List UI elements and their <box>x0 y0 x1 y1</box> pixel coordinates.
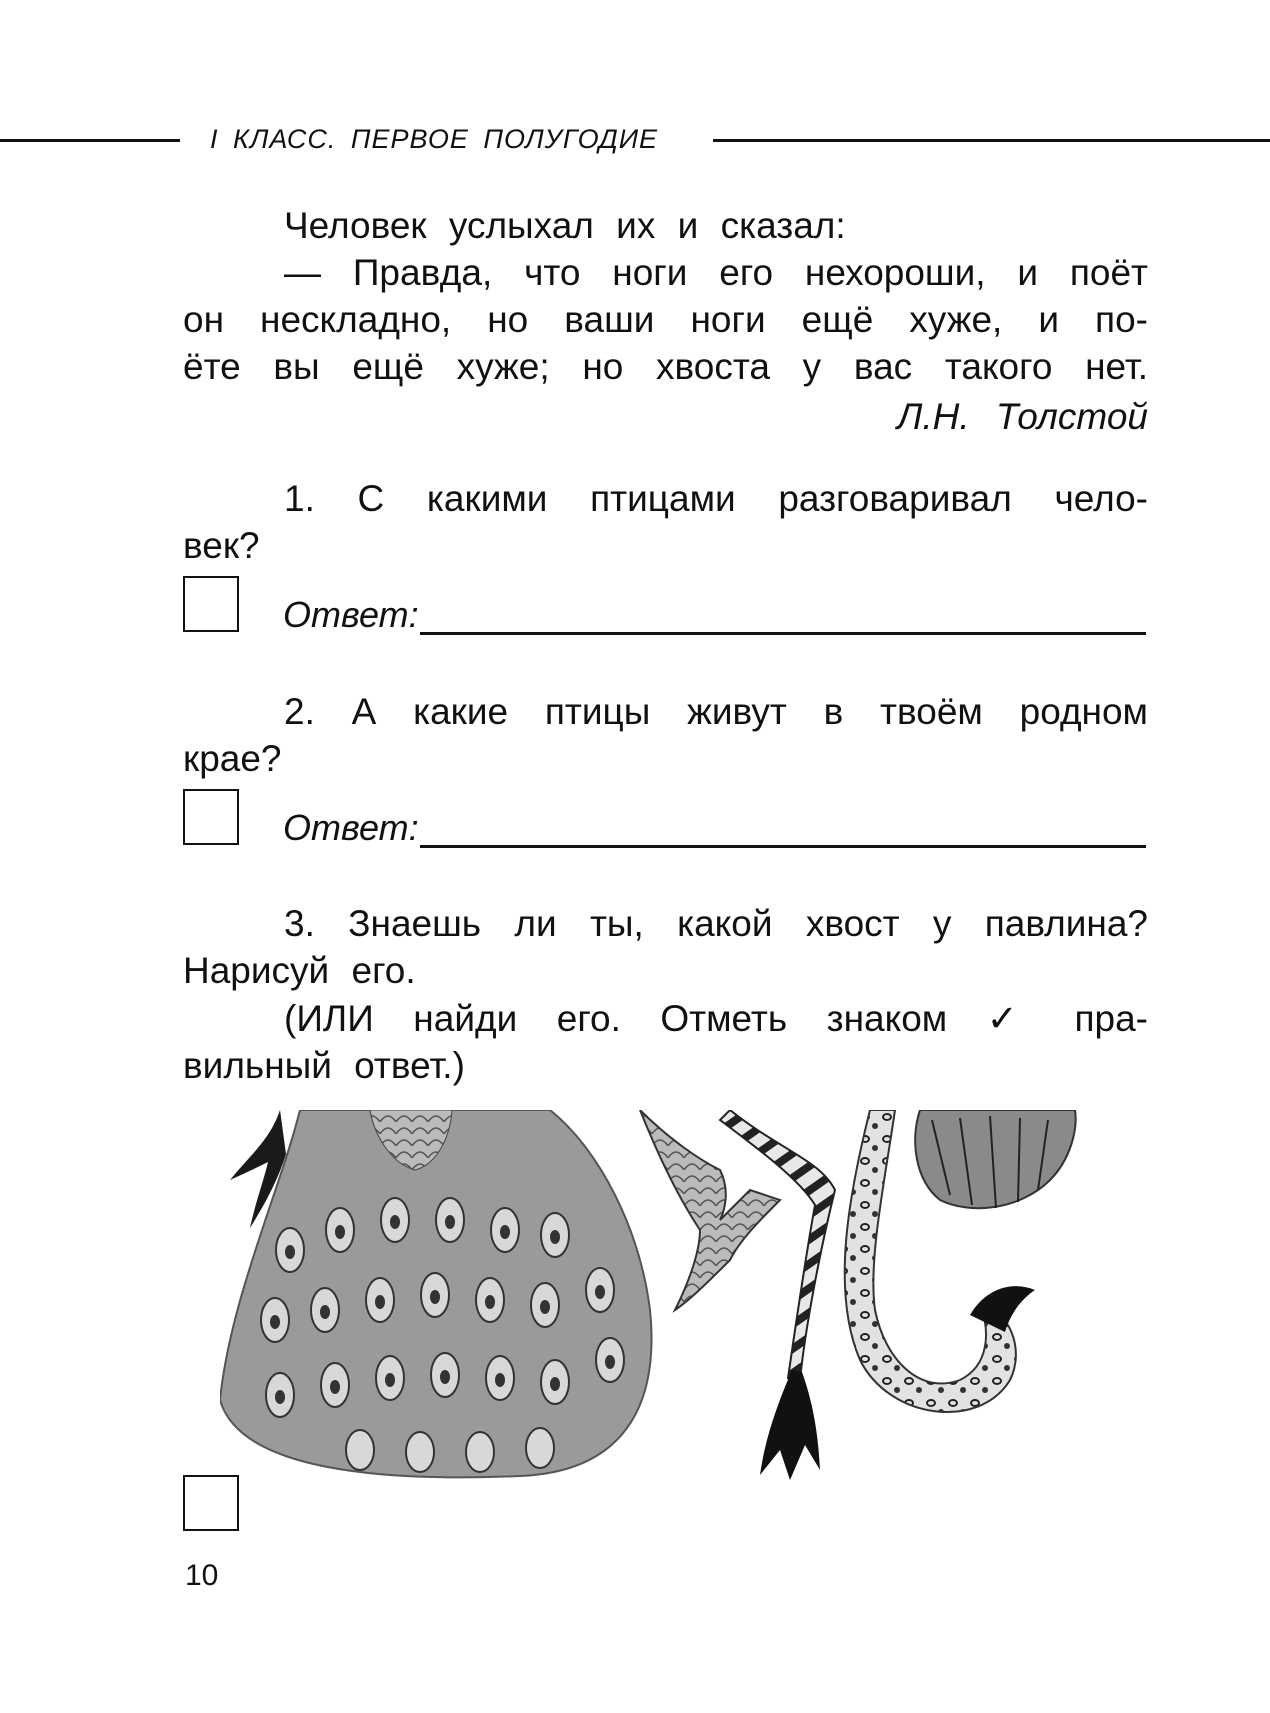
story-line-2: — Правда, что ноги его нехороши, и поёт <box>284 252 1148 293</box>
question-1-answer-line[interactable] <box>420 632 1146 635</box>
bird-tail-option[interactable] <box>915 1110 1075 1208</box>
header-rule-right <box>713 139 1270 142</box>
story-line-3: он нескладно, но ваши ноги ещё хуже, и по- <box>183 299 1148 340</box>
story-author: Л.Н. Толстой <box>897 396 1148 437</box>
question-3-line-3: (ИЛИ найди его. Отметь знаком ✓ пра- <box>284 998 1148 1039</box>
story-line-1: Человек услыхал их и сказал: <box>284 205 846 246</box>
question-3-line-1: 3. Знаешь ли ты, какой хвост у павлина? <box>284 903 1148 944</box>
page-number: 10 <box>185 1559 219 1592</box>
question-2-answer-line[interactable] <box>420 845 1146 848</box>
question-3-score-box[interactable] <box>183 1475 239 1531</box>
question-3-line-4: вильный ответ.) <box>183 1045 465 1086</box>
peacock-tail-option[interactable] <box>220 1110 651 1477</box>
story-line-4: ёте вы ещё хуже; но хвоста у вас такого нет. <box>183 346 1148 387</box>
question-1-line-2: век? <box>183 525 260 566</box>
question-2-score-box[interactable] <box>183 789 239 845</box>
question-2-answer-label: Ответ: <box>283 807 419 848</box>
header-rule-left <box>0 139 180 142</box>
striped-tail-option[interactable] <box>720 1110 835 1480</box>
question-3-line-2: Нарисуй его. <box>183 950 416 991</box>
question-1-answer-label: Ответ: <box>283 594 419 635</box>
question-1-line-1: 1. С какими птицами разговаривал чело- <box>284 478 1148 519</box>
question-1-score-box[interactable] <box>183 576 239 632</box>
section-header: I КЛАСС. ПЕРВОЕ ПОЛУГОДИЕ <box>210 124 659 154</box>
question-2-line-2: крае? <box>183 738 282 779</box>
animal-tails-illustration <box>220 1110 1080 1480</box>
question-2-line-1: 2. А какие птицы живут в твоём родном <box>284 691 1148 732</box>
